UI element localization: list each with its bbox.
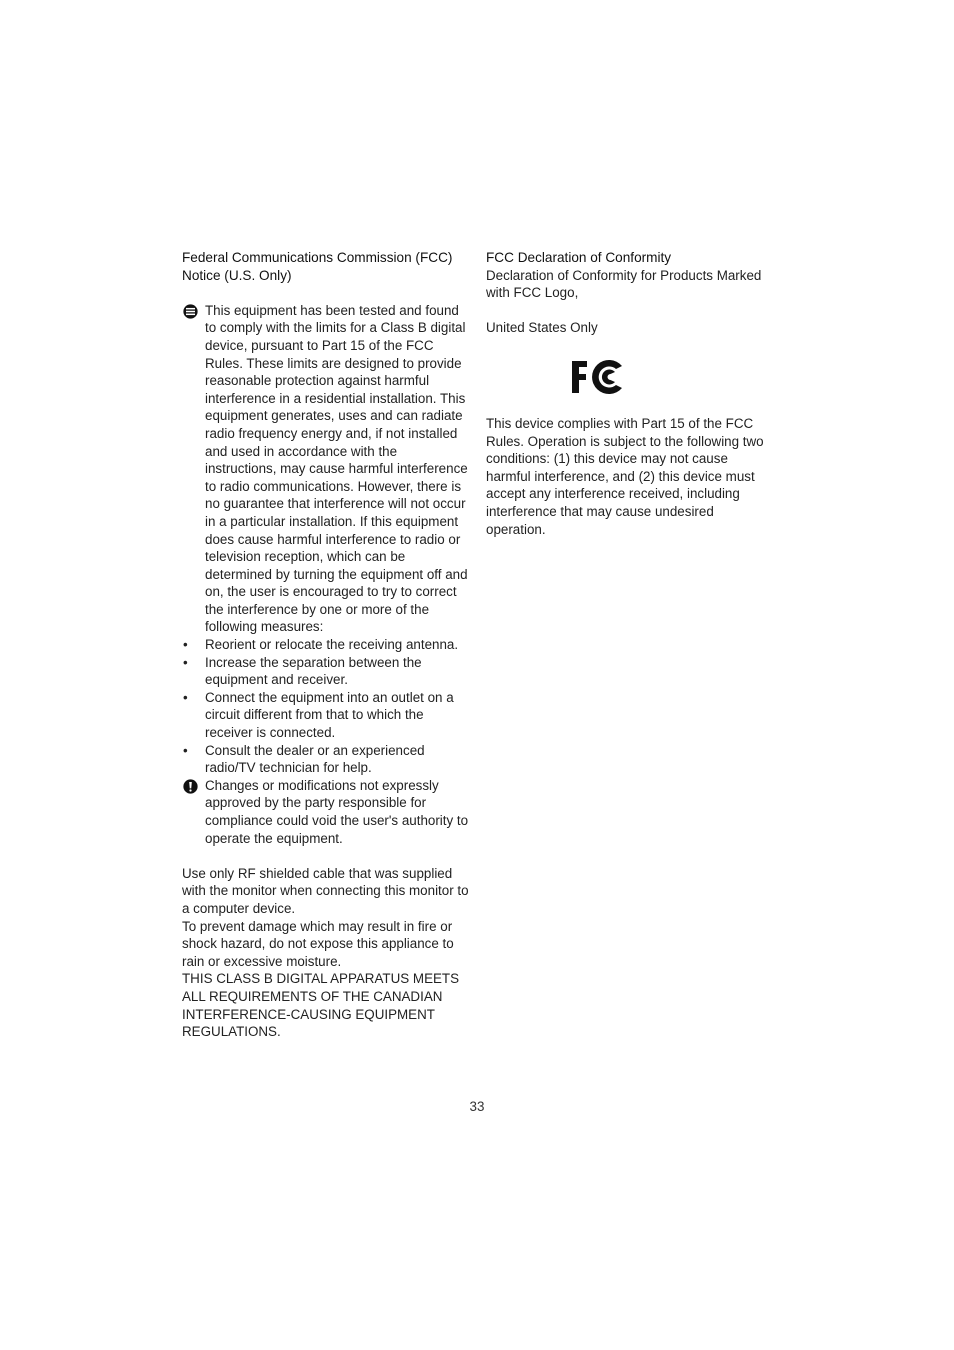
warning-block [182,777,472,847]
region-text: United States Only [486,320,598,336]
list-item: • Reorient or relocate the receiving antenna. [183,637,459,653]
compliance-text: This device complies with Part 15 of the FCC Rules. Operation is subject to the following two conditions: (1) this device may not cause harmful interference, and (2) this device must accept any interference received, including interference that may cause undesired operation. [486,415,764,537]
declaration-subheading: Declaration of Conformity for Products Marked with FCC Logo, [486,267,762,301]
list-item: • Consult the dealer or an experienced radio/TV technician for help. [183,742,425,776]
list-item: • Increase the separation between the equipment and receiver. [183,654,422,688]
bullet-glyph: • [183,742,188,758]
list-item: • Connect the equipment into an outlet on a circuit different from that to which the receiver is connected. [183,689,454,741]
note-icon [183,304,198,319]
left-column [182,249,472,1041]
right-column [486,249,771,538]
fire-paragraph: To prevent damage which may result in fire or shock hazard, do not expose this appliance to rain or excessive moisture. [182,918,454,969]
bullet-glyph: • [183,689,188,705]
fcc-logo-icon [570,355,626,399]
page-number: 33 [469,1099,485,1114]
fcc-notice-heading: Federal Communications Commission (FCC) Notice (U.S. Only) [182,250,453,283]
fcc-note-block [182,302,472,636]
cable-paragraph: Use only RF shielded cable that was supplied with the monitor when connecting this monitor to a computer device. [182,865,469,916]
bullet-glyph: • [183,637,188,653]
class-b-paragraph: THIS CLASS B DIGITAL APPARATUS MEETS ALL REQUIREMENTS OF THE CANADIAN INTERFERENCE-CAUSING EQUIPMENT REGULATIONS. [182,971,460,1040]
fcc-note-text: This equipment has been tested and found to comply with the limits for a Class B digital device, pursuant to Part 15 of the FCC Rules. These limits are designed to provide reasonable protection against harmful interference in a residential installation. This equipment generates, uses and can radiate radio frequency energy and, if not installed and used in accordance with the instructions, may cause harmful interference to radio communications. However, there is no guarantee that interference will not occur in a particular installation. If this equipment does cause harmful interference to radio or television reception, which can be determined by turning the equipment off and on, the user is encouraged to try to correct the interference by one or more of the following measures: [205,302,468,635]
measures-list [182,636,472,777]
declaration-heading: FCC Declaration of Conformity [486,250,672,265]
warning-icon [183,779,198,794]
bullet-glyph: • [183,654,188,670]
warning-text: Changes or modifications not expressly approved by the party responsible for compliance could void the user's authority to operate the equipment. [205,777,469,846]
